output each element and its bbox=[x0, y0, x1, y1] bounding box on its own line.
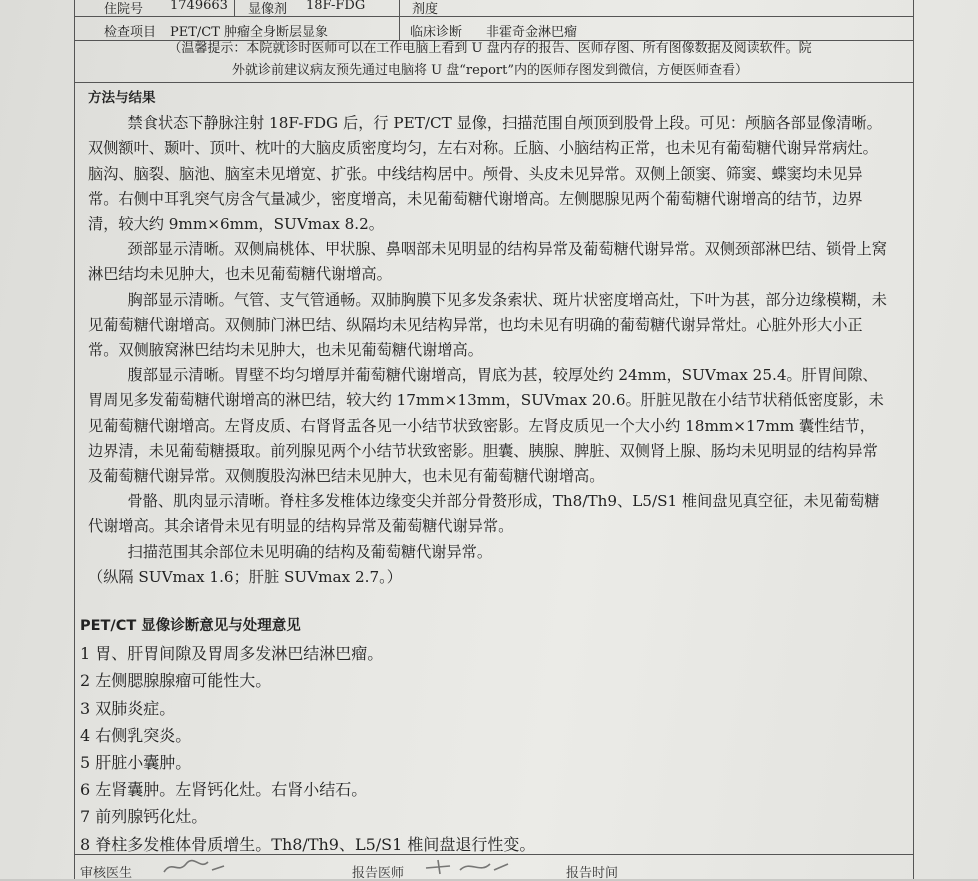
reviewer-signature bbox=[160, 856, 240, 878]
agent-value: 18F-FDG bbox=[306, 0, 366, 13]
paragraph-head: 禁食状态下静脉注射 18F-FDG 后，行 PET/CT 显像，扫描范围自颅顶到股骨上段。可见：颅脑各部显像清晰。双侧额叶、颞叶、顶叶、枕叶的大脑皮质密度均匀，左右对称。丘脑、小脑结构正常，也未见有葡萄糖代谢异常病灶。脑沟、脑裂、脑池、脑室未见增宽、扩张。中线结构居中。颅骨、头皮未见异常。双侧上颌窦、筛窦、蝶窦均未见异常。右侧中耳乳突气房含气量减少，密度增高，未见葡萄糖代谢增高。左侧腮腺见两个葡萄糖代谢增高的结节，边界清，较大约 9mm×6mm，SUVmax 8.2。 bbox=[88, 114, 882, 234]
item-label: 检查项目 bbox=[104, 25, 157, 40]
item-value: PET/CT 肿瘤全身断层显象 bbox=[170, 25, 329, 40]
reporter-signature bbox=[420, 856, 520, 878]
diagnosis-item: 6 左肾囊肿。左肾钙化灶。右肾小结石。 bbox=[80, 780, 368, 800]
diagnosis-item: 5 肝脏小囊肿。 bbox=[80, 753, 192, 773]
notice-line-2: 外就诊前建议病友预先通过电脑将 U 盘“report”内的医师存图发到微信，方便医师查看） bbox=[231, 63, 748, 78]
divider bbox=[399, 16, 400, 40]
diagnosis-item: 2 左侧腮腺腺瘤可能性大。 bbox=[80, 671, 272, 691]
reviewer-label: 审核医生 bbox=[80, 866, 133, 881]
diagnosis-item: 3 双肺炎症。 bbox=[80, 698, 176, 718]
diagnosis-item: 8 脊柱多发椎体骨质增生。Th8/Th9、L5/S1 椎间盘退行性变。 bbox=[80, 834, 536, 854]
agent-label: 显像剂 bbox=[248, 2, 288, 17]
report-time-label: 报告时间 bbox=[566, 866, 619, 881]
paragraph-neck: 颈部显示清晰。双侧扁桃体、甲状腺、鼻咽部未见明显的结构异常及葡萄糖代谢异常。双侧颈部淋巴结、锁骨上窝淋巴结均未见肿大，也未见葡萄糖代谢增高。 bbox=[88, 240, 887, 284]
diagnosis-title: PET/CT 显像诊断意见与处理意见 bbox=[80, 618, 301, 634]
hosp-label: 住院号 bbox=[104, 2, 144, 17]
diag-label: 临床诊断 bbox=[410, 25, 463, 40]
paragraph-chest: 胸部显示清晰。气管、支气管通畅。双肺胸膜下见多发条索状、斑片状密度增高灶，下叶为甚，部分边缘模糊，未见葡萄糖代谢增高。双侧肺门淋巴结、纵隔均未见结构异常，也均未见有明确的葡萄糖代谢异常灶。心脏外形大小正常。双侧腋窝淋巴结均未见肿大，也未见葡萄糖代谢增高。 bbox=[88, 290, 887, 360]
notice-divider bbox=[74, 82, 914, 83]
paragraph-other: 扫描范围其余部位未见明确的结构及葡萄糖代谢异常。 bbox=[127, 542, 493, 561]
suv-note: （纵隔 SUVmax 1.6；肝脏 SUVmax 2.7。） bbox=[88, 567, 402, 586]
hosp-value: 1749663 bbox=[170, 0, 228, 13]
paragraph-abdomen: 腹部显示清晰。胃壁不均匀增厚并葡萄糖代谢增高，胃底为甚，较厚处约 24mm，SUVmax 25.4。肝胃间隙、胃周见多发葡萄糖代谢增高的淋巴结，较大约 17mm×13mm，SUVmax 20.6。肝脏见散在小结节状稍低密度影，未见葡萄糖代谢增高。左肾皮质、右肾肾盂各见一小结节状致密影。左肾皮质见一个大小约 18mm×17mm 囊性结节，边界清，未见葡萄糖摄取。前列腺见两个小结节状致密影。胆囊、胰腺、脾脏、双侧肾上腺、肠均未见明显的结构异常及葡萄糖代谢异常。双侧腹股沟淋巴结未见肿大，也未见有葡萄糖代谢增高。 bbox=[88, 366, 884, 486]
notice-line-1: （温馨提示：本院就诊时医师可以在工作电脑上看到 U 盘内存的报告、医师存图、所有图像数据及阅读软件。院 bbox=[168, 41, 812, 56]
extra-label: 剂度 bbox=[412, 2, 439, 17]
footer-divider bbox=[74, 854, 914, 855]
divider bbox=[234, 0, 235, 16]
diagnosis-item: 7 前列腺钙化灶。 bbox=[80, 807, 208, 827]
methods-title: 方法与结果 bbox=[88, 90, 156, 106]
diag-value: 非霍奇金淋巴瘤 bbox=[486, 25, 578, 40]
header-row-1 bbox=[74, 0, 914, 17]
notice bbox=[80, 38, 900, 82]
paragraph-bone: 骨骼、肌肉显示清晰。脊柱多发椎体边缘变尖并部分骨赘形成，Th8/Th9、L5/S1 椎间盘见真空征，未见葡萄糖代谢增高。其余诸骨未见有明显的结构异常及葡萄糖代谢异常。 bbox=[88, 492, 880, 536]
diagnosis-section bbox=[80, 613, 900, 858]
reporter-label: 报告医师 bbox=[352, 866, 405, 881]
diagnosis-item: 1 胃、肝胃间隙及胃周多发淋巴结淋巴瘤。 bbox=[80, 644, 384, 664]
diagnosis-item: 4 右侧乳突炎。 bbox=[80, 725, 192, 745]
methods-section bbox=[88, 86, 888, 590]
divider bbox=[399, 0, 400, 16]
